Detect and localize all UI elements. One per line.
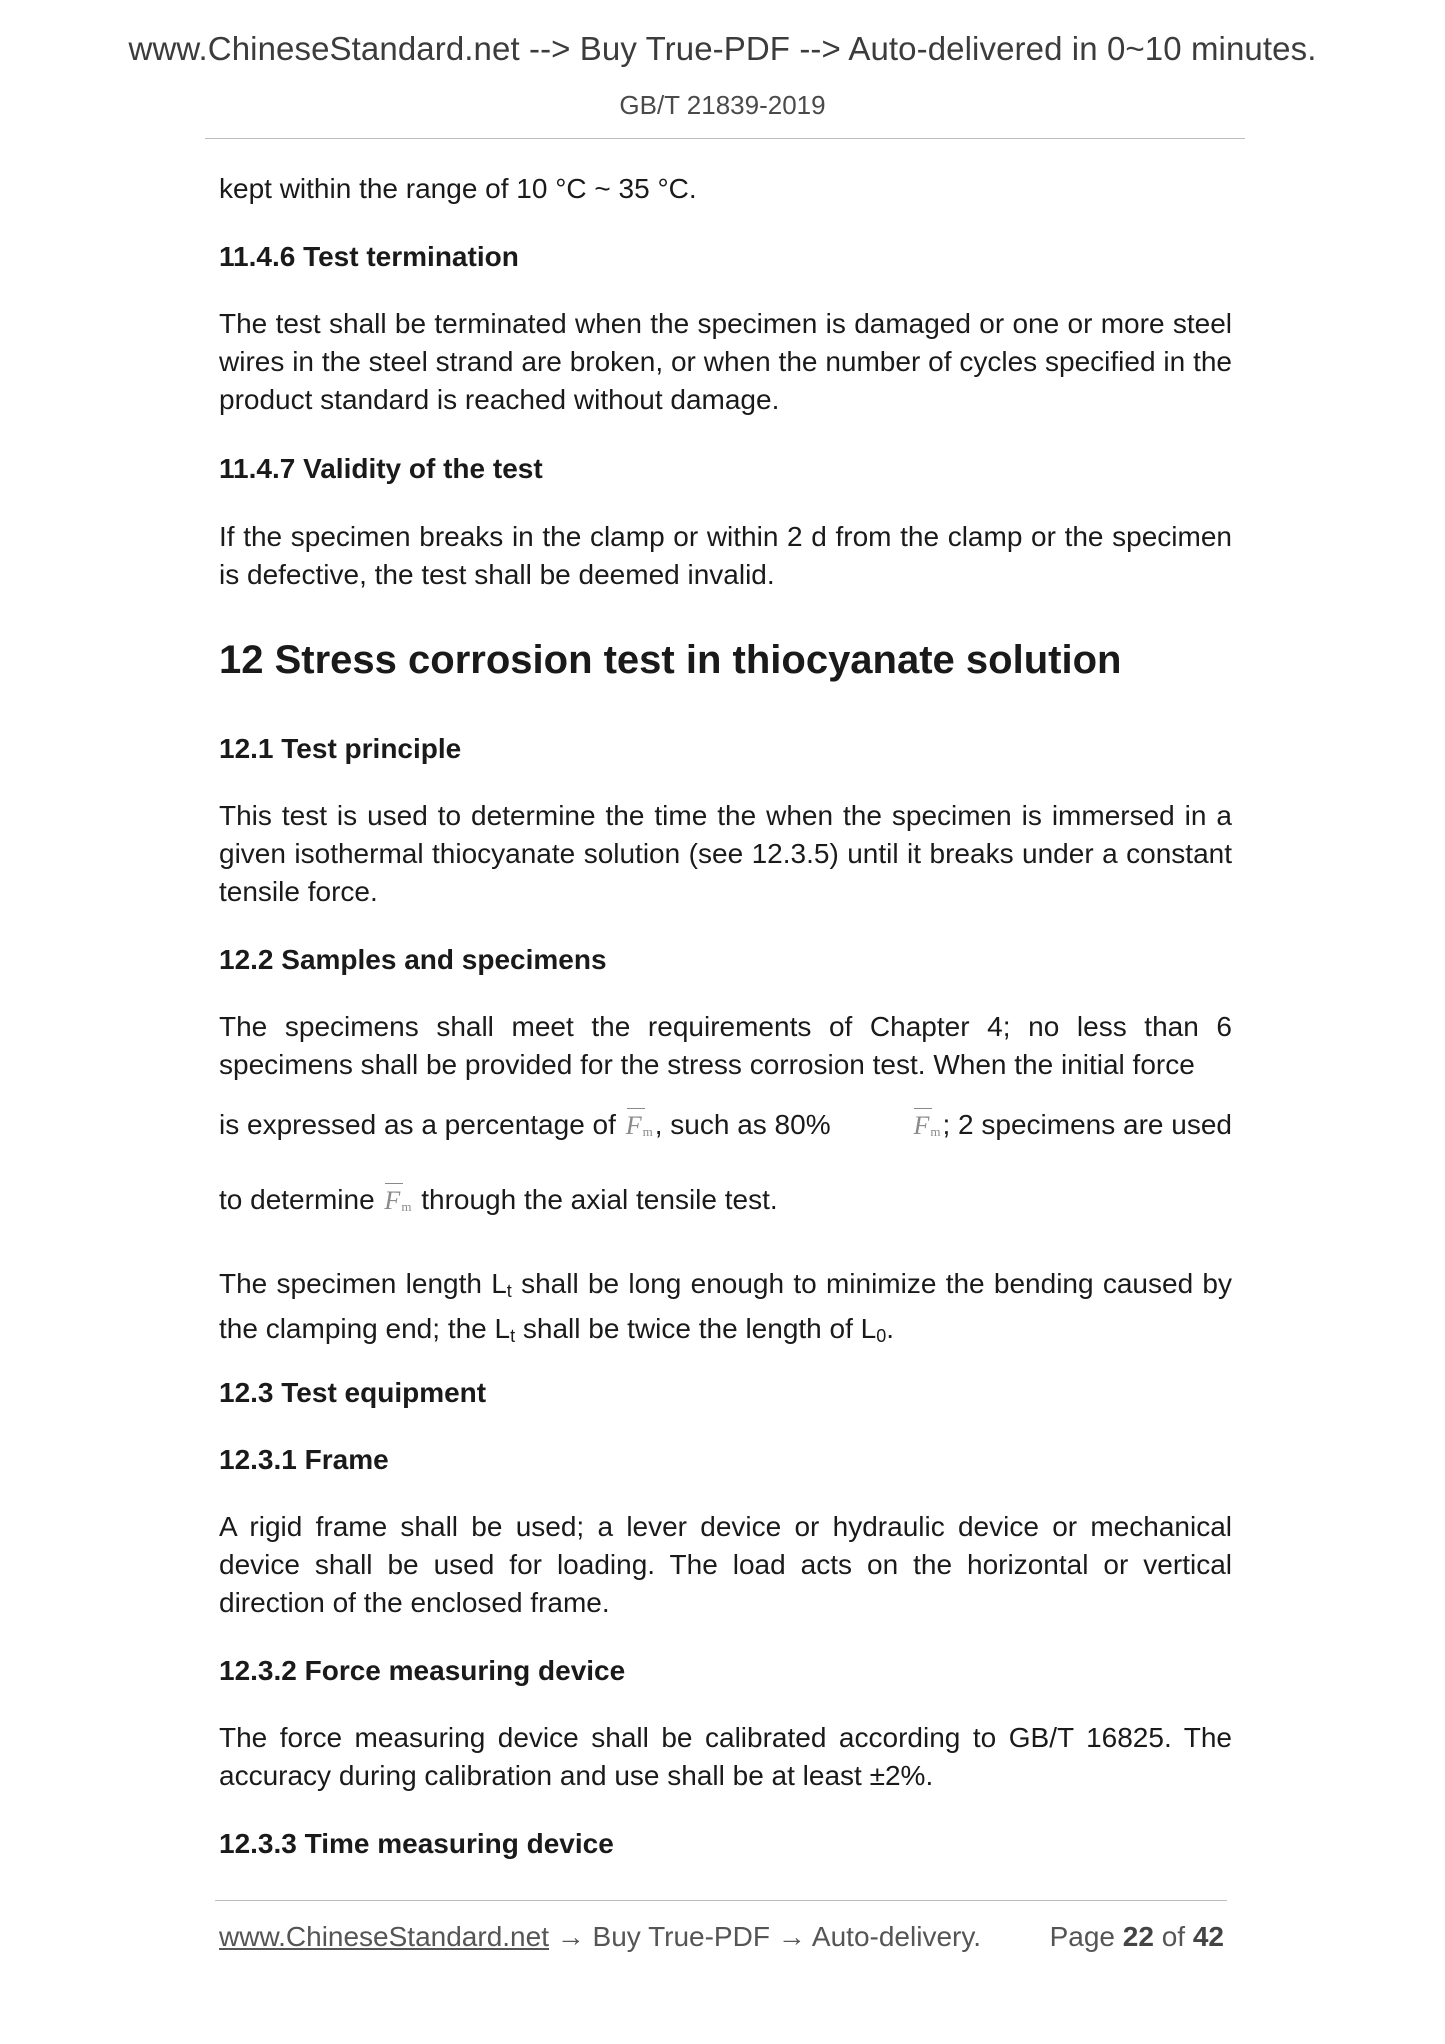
formula-overbar [627,1108,645,1109]
text-segment: shall be long enough to minimize the bending caused by the clamping end; the L [219,1268,1233,1344]
formula-fm [911,1107,942,1151]
footer-website-link[interactable]: www.ChineseStandard.net [219,1921,549,1952]
formula-fm [382,1182,413,1226]
subscript-0: 0 [876,1326,887,1346]
text-specimens-used: ; 2 specimens are used [942,1109,1232,1140]
standard-number: GB/T 21839-2019 [619,90,826,120]
text-percentage: is expressed as a percentage of [219,1109,616,1140]
text-to-determine: to determine [219,1184,375,1215]
subscript-t: t [506,1281,512,1301]
text-segment: . [886,1313,895,1344]
heading-12: 12 Stress corrosion test in thiocyanate solution [219,638,1122,682]
heading-12-2: 12.2 Samples and specimens [219,944,607,975]
text-segment: The specimen length L [219,1268,507,1299]
formula-symbol: F [384,1186,401,1215]
text-axial-test: through the axial tensile test. [421,1184,778,1215]
formula-fm [624,1107,655,1151]
paragraph-11-4-6: The test shall be terminated when the specimen is damaged or one or more steel wires in the steel strand are broken, or when the number of cycles specified in the product standard is reached without damage. [219,308,1232,415]
heading-12-3-2: 12.3.2 Force measuring device [219,1655,626,1686]
formula-overbar [385,1183,403,1184]
text-segment-right [911,1106,1232,1151]
paragraph-12-2-line-formula [219,1106,1232,1151]
paragraph-12-3-2: The force measuring device shall be calibrated according to GB/T 16825. The accuracy during calibration and use shall be at least ±2%. [219,1722,1232,1791]
paragraph-12-1: This test is used to determine the time the when the specimen is immersed in a given isothermal thiocyanate solution (see 12.3.5) until it breaks under a constant tensile force. [219,800,1232,907]
footer-arrow-text: → Buy True-PDF → Auto-delivery. [548,1921,982,1952]
heading-11-4-7: 11.4.7 Validity of the test [219,453,543,484]
paragraph-12-2-length [219,1265,1232,1355]
text-such-as: , such as 80% [654,1109,831,1140]
top-banner: www.ChineseStandard.net --> Buy True-PDF --> Auto-delivered in 0~10 minutes. [128,30,1317,67]
subscript-t: t [510,1326,516,1346]
paragraph-12-2-line-determine [219,1181,1232,1226]
header-divider [205,138,1245,139]
paragraph-11-4-7: If the specimen breaks in the clamp or within 2 d from the clamp or the specimen is defective, the test shall be deemed invalid. [219,521,1232,590]
paragraph-12-2-a: The specimens shall meet the requirements of Chapter 4; no less than 6 specimens shall be provided for the stress corrosion test. When the initial force [219,1011,1232,1080]
formula-subscript: m [642,1124,653,1139]
text-segment: shall be twice the length of L [515,1313,877,1344]
formula-subscript: m [401,1199,412,1214]
page-current: 22 [1122,1921,1154,1952]
formula-symbol: F [913,1111,930,1140]
heading-11-4-6: 11.4.6 Test termination [219,241,519,272]
paragraph-continued: kept within the range of 10 °C ~ 35 °C. [219,173,697,204]
footer-divider [215,1900,1227,1901]
formula-symbol: F [625,1111,642,1140]
formula-overbar [914,1108,932,1109]
heading-12-3-1: 12.3.1 Frame [219,1444,389,1475]
heading-12-3: 12.3 Test equipment [219,1377,487,1408]
page-number [1050,1921,1224,1953]
page-footer [219,1921,1224,1953]
heading-12-3-3: 12.3.3 Time measuring device [219,1828,614,1859]
page-label: Page [1049,1921,1115,1952]
formula-subscript: m [930,1124,941,1139]
page-total: 42 [1192,1921,1224,1952]
heading-12-1: 12.1 Test principle [219,733,462,764]
text-segment [219,1106,831,1151]
page-of: of [1161,1921,1186,1952]
paragraph-12-3-1: A rigid frame shall be used; a lever device or hydraulic device or mechanical device shall be used for loading. The load acts on the horizontal or vertical direction of the enclosed frame. [219,1511,1232,1618]
